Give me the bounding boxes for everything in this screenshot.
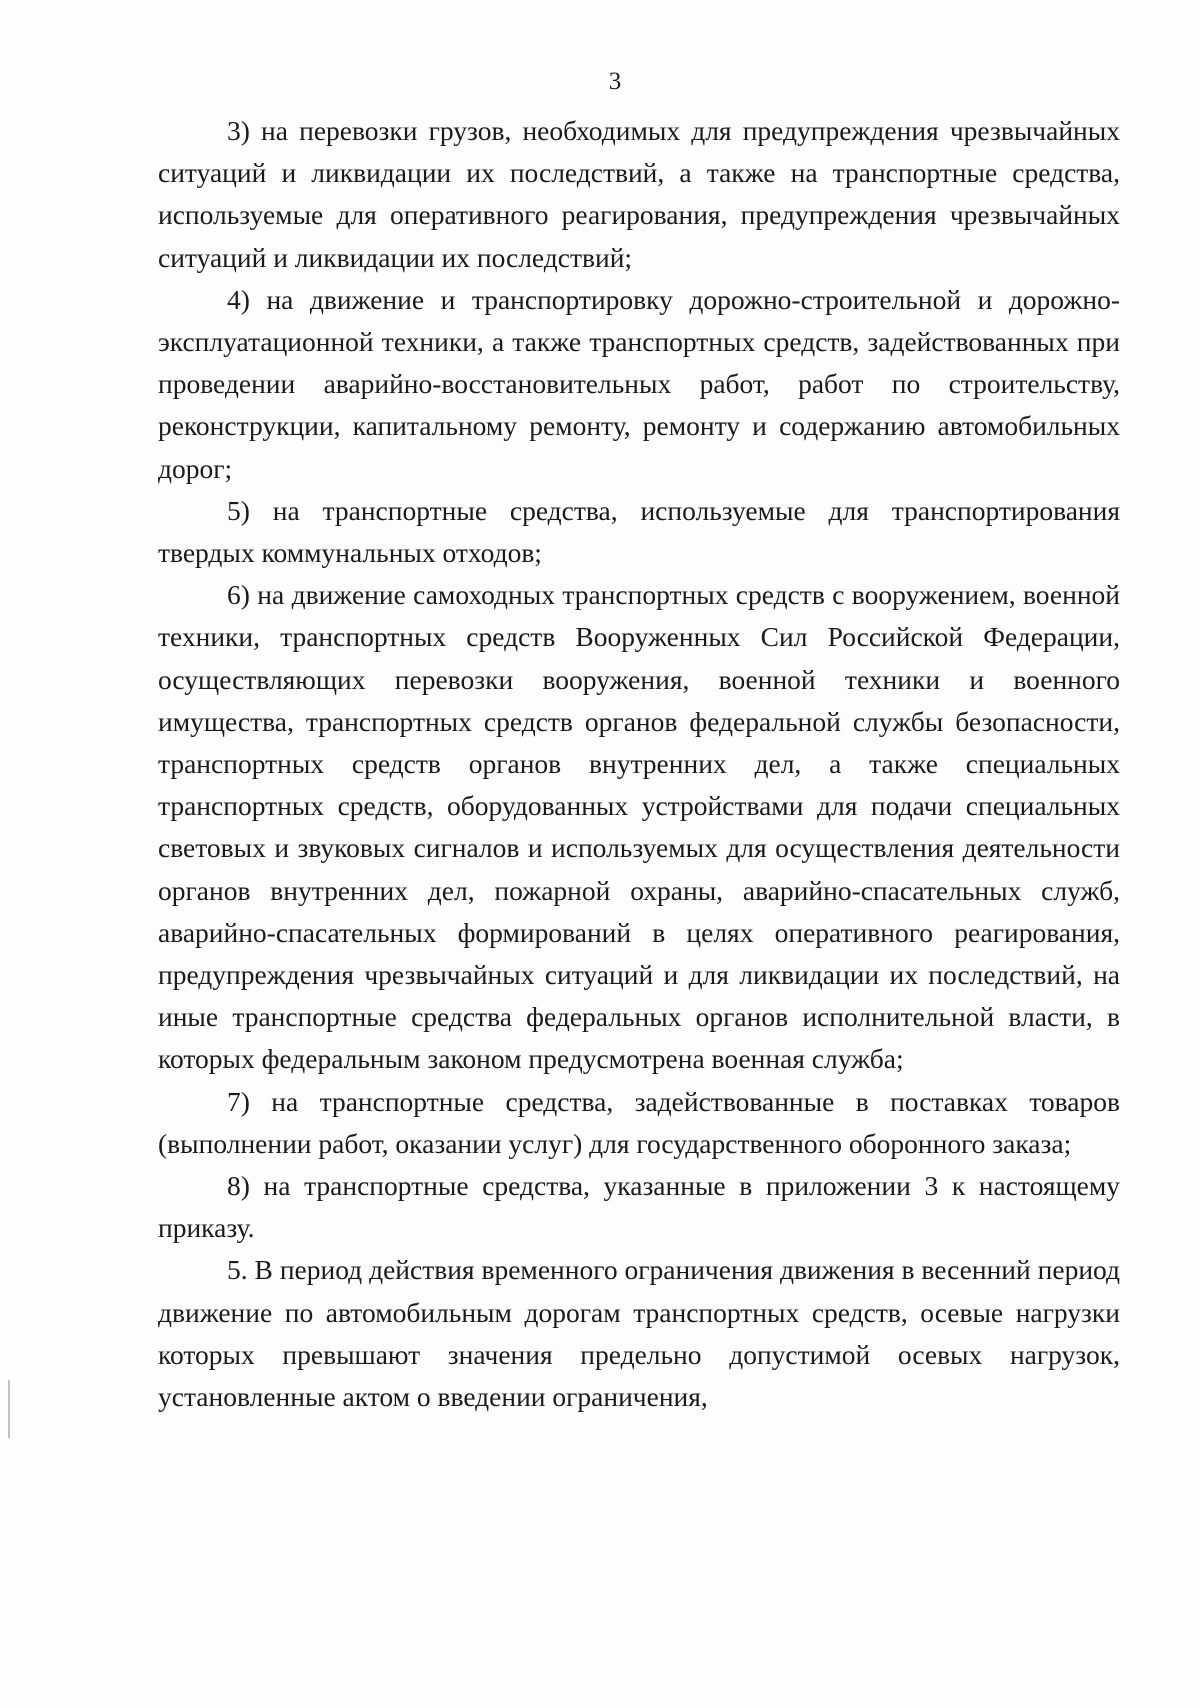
paragraph-item-6: 6) на движение самоходных транспортных средств с вооружением, военной техники, транспортных средств Вооруженных Сил Российской Федерации, осуществляющих перевозки вооружения, военной техники и военного имущества, транспортных средств органов федеральной службы безопасности, транспортных средств органов внутренних дел, а также специальных транспортных средств, оборудованных устройствами для подачи специальных световых и звуковых сигналов и используемых для осуществления деятельности органов внутренних дел, пожарной охраны, аварийно-спасательных служб, аварийно-спасательных формирований в целях оперативного реагирования, предупреждения чрезвычайных ситуаций и для ликвидации их последствий, на иные транспортные средства федеральных органов исполнительной власти, в которых федеральным законом предусмотрена военная служба; [158, 579, 1120, 1075]
scan-edge-mark [8, 1380, 10, 1438]
paragraph-item-8: 8) на транспортные средства, указанные в приложении 3 к настоящему приказу. [158, 1170, 1120, 1244]
paragraph-item-3: 3) на перевозки грузов, необходимых для предупреждения чрезвычайных ситуаций и ликвидации их последствий, а также на транспортные средства, используемые для оперативного реагирования, предупреждения чрезвычайных ситуаций и ликвидации их последствий; [158, 115, 1120, 273]
paragraph-item-4: 4) на движение и транспортировку дорожно-строительной и дорожно-эксплуатационной техники, а также транспортных средств, задействованных при проведении аварийно-восстановительных работ, работ по строительству, реконструкции, капитальному ремонту, ремонту и содержанию автомобильных дорог; [158, 283, 1120, 484]
paragraph-item-7: 7) на транспортные средства, задействованные в поставках товаров (выполнении работ, оказании услуг) для государственного оборонного заказа; [158, 1085, 1120, 1159]
paragraph-clause-5: 5. В период действия временного ограничения движения в весенний период движение по автомобильным дорогам транспортных средств, осевые нагрузки которых превышают значения предельно допустимой осевых нагрузок, установленные актом о введении ограничения, [158, 1254, 1120, 1413]
paragraph-item-5: 5) на транспортные средства, используемые для транспортирования твердых коммунальных отходов; [158, 494, 1120, 569]
page-number: 3 [608, 68, 622, 95]
body-text [158, 110, 1120, 1418]
